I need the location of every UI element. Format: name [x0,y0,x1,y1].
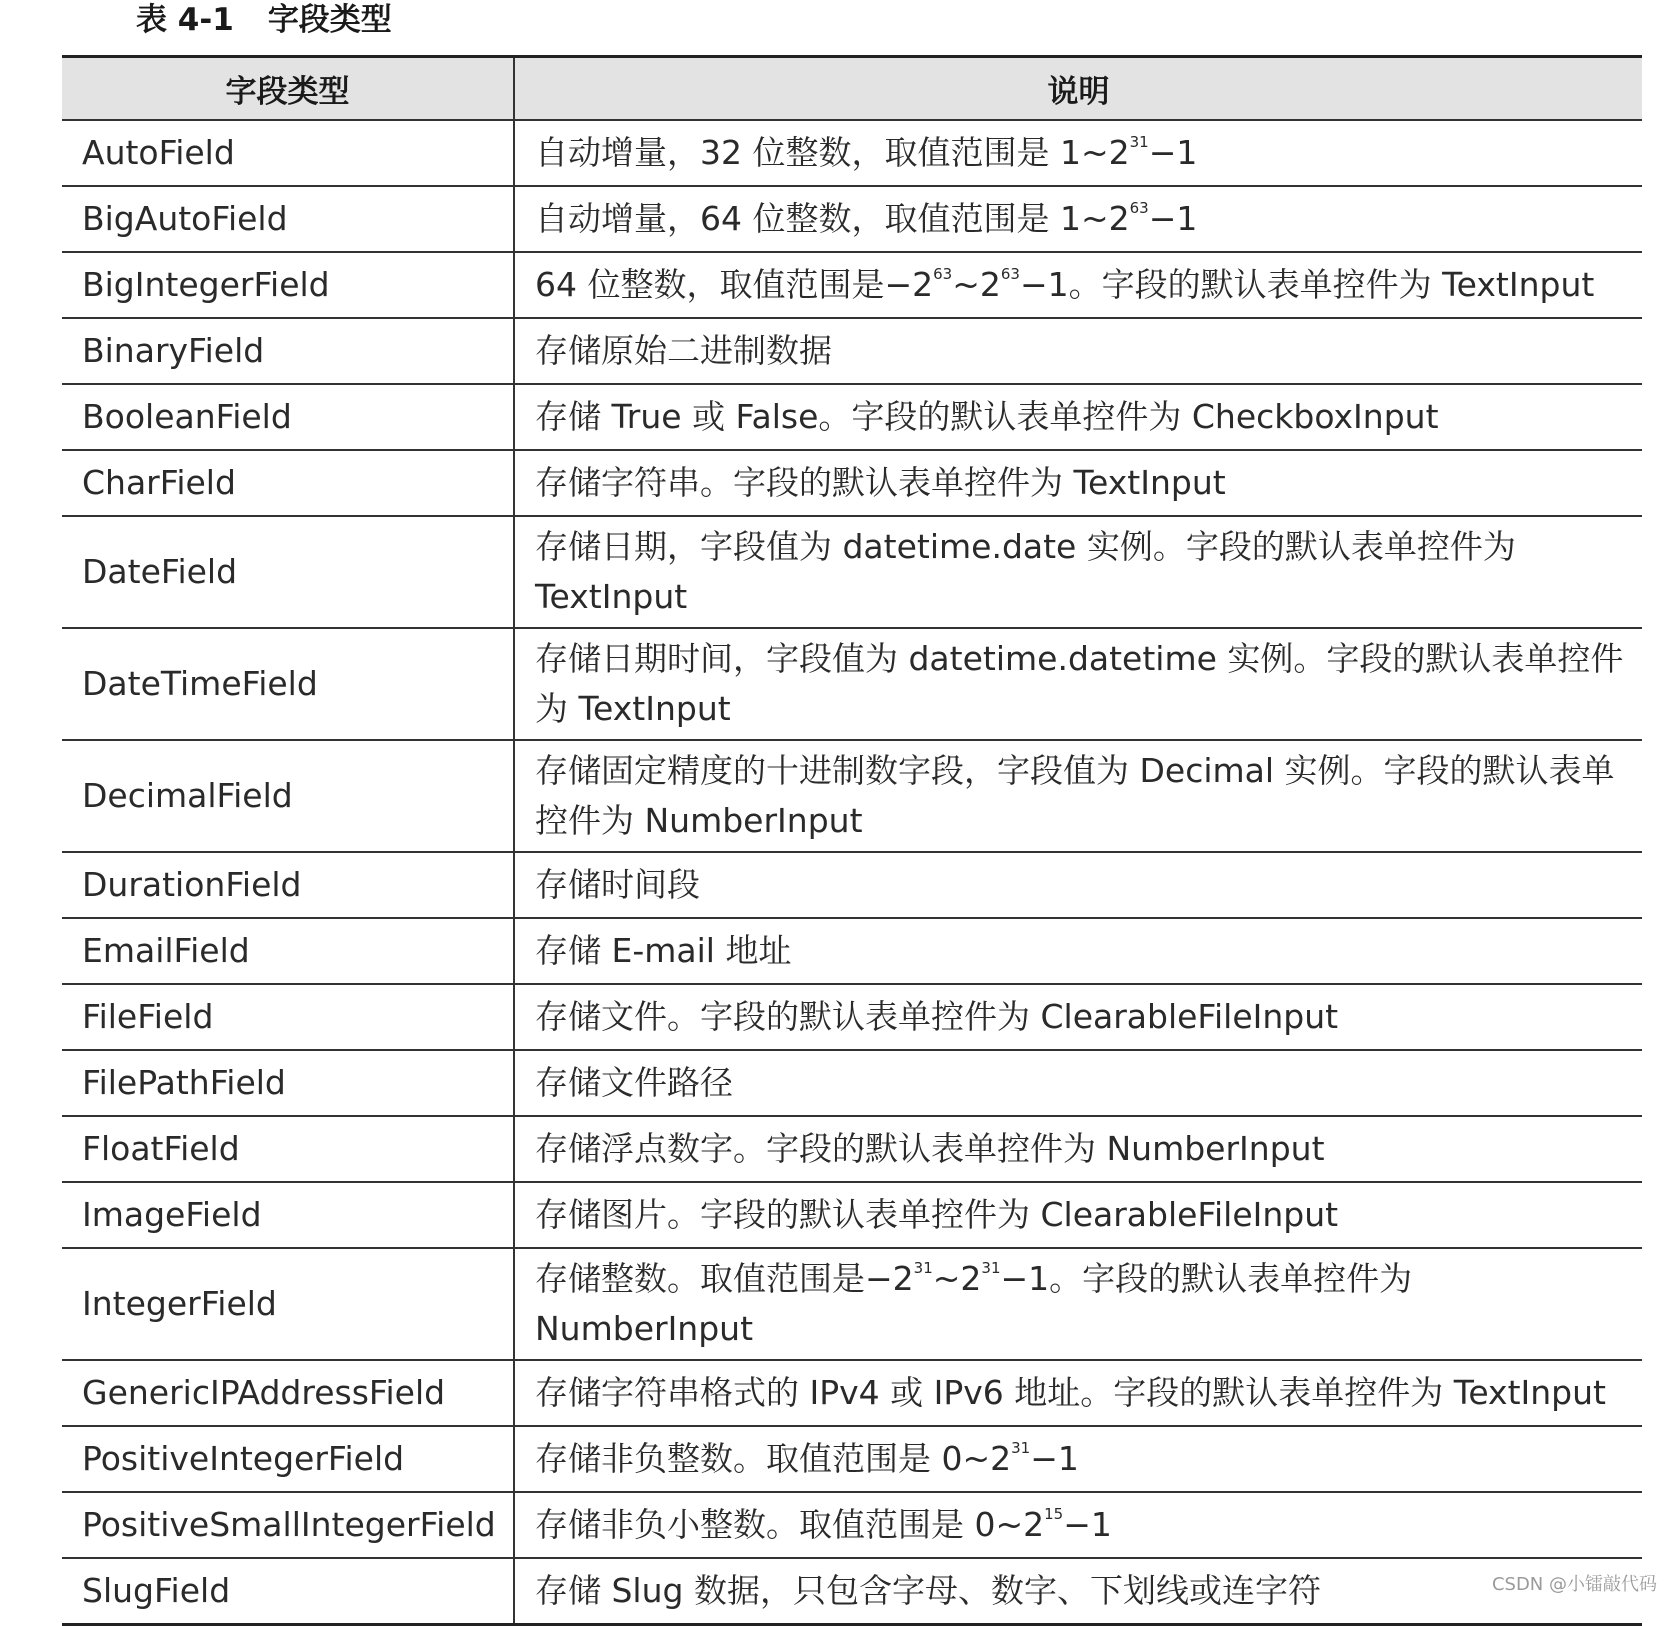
table-row [62,1426,1642,1492]
description-text: −1 [1063,1505,1112,1544]
table-row [62,852,1642,918]
table-row [62,1360,1642,1426]
table-caption [136,0,392,40]
caption-title: 字段类型 [267,2,392,38]
field-type-cell: FloatField [62,1116,514,1182]
description-cell [514,186,1642,252]
field-type-cell: SlugField [62,1558,514,1625]
table-row [62,1248,1642,1360]
field-types-table [62,55,1642,1626]
field-type-cell: IntegerField [62,1248,514,1360]
field-type-cell: FilePathField [62,1050,514,1116]
table-row [62,1492,1642,1558]
field-type-cell: BigIntegerField [62,252,514,318]
table-header-row [62,57,1642,121]
table-row [62,740,1642,852]
description-cell [514,384,1642,450]
description-text: 存储字符串格式的 IPv4 或 IPv6 地址。字段的默认表单控件为 TextInput [535,1373,1606,1412]
description-cell [514,984,1642,1050]
description-text: 存储非负整数。取值范围是 0~2 [535,1439,1012,1478]
description-text: 存储 Slug 数据，只包含字母、数字、下划线或连字符 [535,1571,1321,1610]
field-type-cell: CharField [62,450,514,516]
table-row [62,1116,1642,1182]
description-text: −1 [1148,133,1198,172]
field-type-cell: DateTimeField [62,628,514,740]
field-type-cell: BigAutoField [62,186,514,252]
exponent: 31 [981,1259,1001,1277]
field-type-cell: BooleanField [62,384,514,450]
watermark: CSDN @小镭敲代码 [1491,1574,1657,1595]
description-text: 存储文件路径 [535,1063,733,1102]
column-header-field-type: 字段类型 [62,57,514,121]
field-type-cell: GenericIPAddressField [62,1360,514,1426]
description-text: 存储日期，字段值为 datetime.date 实例。字段的默认表单控件为 TextInput [535,527,1516,616]
field-type-cell: PositiveIntegerField [62,1426,514,1492]
field-type-cell: AutoField [62,120,514,186]
description-cell [514,1248,1642,1360]
description-text: 存储日期时间，字段值为 datetime.datetime 实例。字段的默认表单控件为 TextInput [535,639,1624,728]
description-text: 存储 True 或 False。字段的默认表单控件为 CheckboxInput [535,397,1439,436]
table-row [62,1558,1642,1625]
description-cell [514,1116,1642,1182]
exponent: 15 [1044,1505,1064,1523]
description-cell [514,516,1642,628]
description-text: 存储图片。字段的默认表单控件为 ClearableFileInput [535,1195,1339,1234]
field-type-cell: PositiveSmallIntegerField [62,1492,514,1558]
field-type-cell: FileField [62,984,514,1050]
caption-number: 表 4-1 [136,2,234,38]
description-text: 存储文件。字段的默认表单控件为 ClearableFileInput [535,997,1339,1036]
description-cell [514,852,1642,918]
description-text: −1。字段的默认表单控件为 NumberInput [535,1259,1413,1348]
description-text: 存储非负小整数。取值范围是 0~2 [535,1505,1045,1544]
table-row [62,516,1642,628]
field-type-cell: BinaryField [62,318,514,384]
table-row [62,918,1642,984]
description-text: ~2 [932,1259,982,1298]
description-cell [514,450,1642,516]
description-text: ~2 [952,265,1001,304]
description-text: 存储字符串。字段的默认表单控件为 TextInput [535,463,1226,502]
table-row [62,252,1642,318]
description-text: 自动增量，32 位整数，取值范围是 1~2 [535,133,1130,172]
description-cell [514,318,1642,384]
description-text: −1 [1030,1439,1079,1478]
description-cell [514,120,1642,186]
table-row [62,450,1642,516]
description-text: 存储浮点数字。字段的默认表单控件为 NumberInput [535,1129,1325,1168]
description-text: 64 位整数，取值范围是−2 [535,265,934,304]
table-row [62,1182,1642,1248]
description-cell [514,1558,1642,1625]
table-row [62,186,1642,252]
exponent: 63 [1129,199,1149,217]
description-cell [514,740,1642,852]
description-cell [514,252,1642,318]
column-header-description: 说明 [514,57,1642,121]
field-type-cell: EmailField [62,918,514,984]
table-row [62,628,1642,740]
table-row [62,318,1642,384]
description-cell [514,1050,1642,1116]
description-text: −1。字段的默认表单控件为 TextInput [1019,265,1595,304]
table-row [62,120,1642,186]
exponent: 63 [933,265,953,283]
table-row [62,984,1642,1050]
description-cell [514,1426,1642,1492]
description-cell [514,1182,1642,1248]
exponent: 31 [1011,1439,1031,1457]
exponent: 31 [1129,133,1149,151]
field-type-cell: DateField [62,516,514,628]
field-type-cell: DecimalField [62,740,514,852]
field-type-cell: DurationField [62,852,514,918]
description-text: 存储时间段 [535,865,700,904]
description-text: 存储 E-mail 地址 [535,931,792,970]
description-text: 存储固定精度的十进制数字段，字段值为 Decimal 实例。字段的默认表单控件为 NumberInput [535,751,1615,840]
field-type-cell: ImageField [62,1182,514,1248]
exponent: 31 [913,1259,933,1277]
exponent: 63 [1000,265,1020,283]
description-cell [514,628,1642,740]
description-cell [514,1360,1642,1426]
description-cell [514,918,1642,984]
table-row [62,384,1642,450]
description-cell [514,1492,1642,1558]
table-row [62,1050,1642,1116]
table-body [62,120,1642,1625]
description-text: 存储原始二进制数据 [535,331,832,370]
description-text: −1 [1148,199,1198,238]
description-text: 存储整数。取值范围是−2 [535,1259,914,1298]
description-text: 自动增量，64 位整数，取值范围是 1~2 [535,199,1130,238]
